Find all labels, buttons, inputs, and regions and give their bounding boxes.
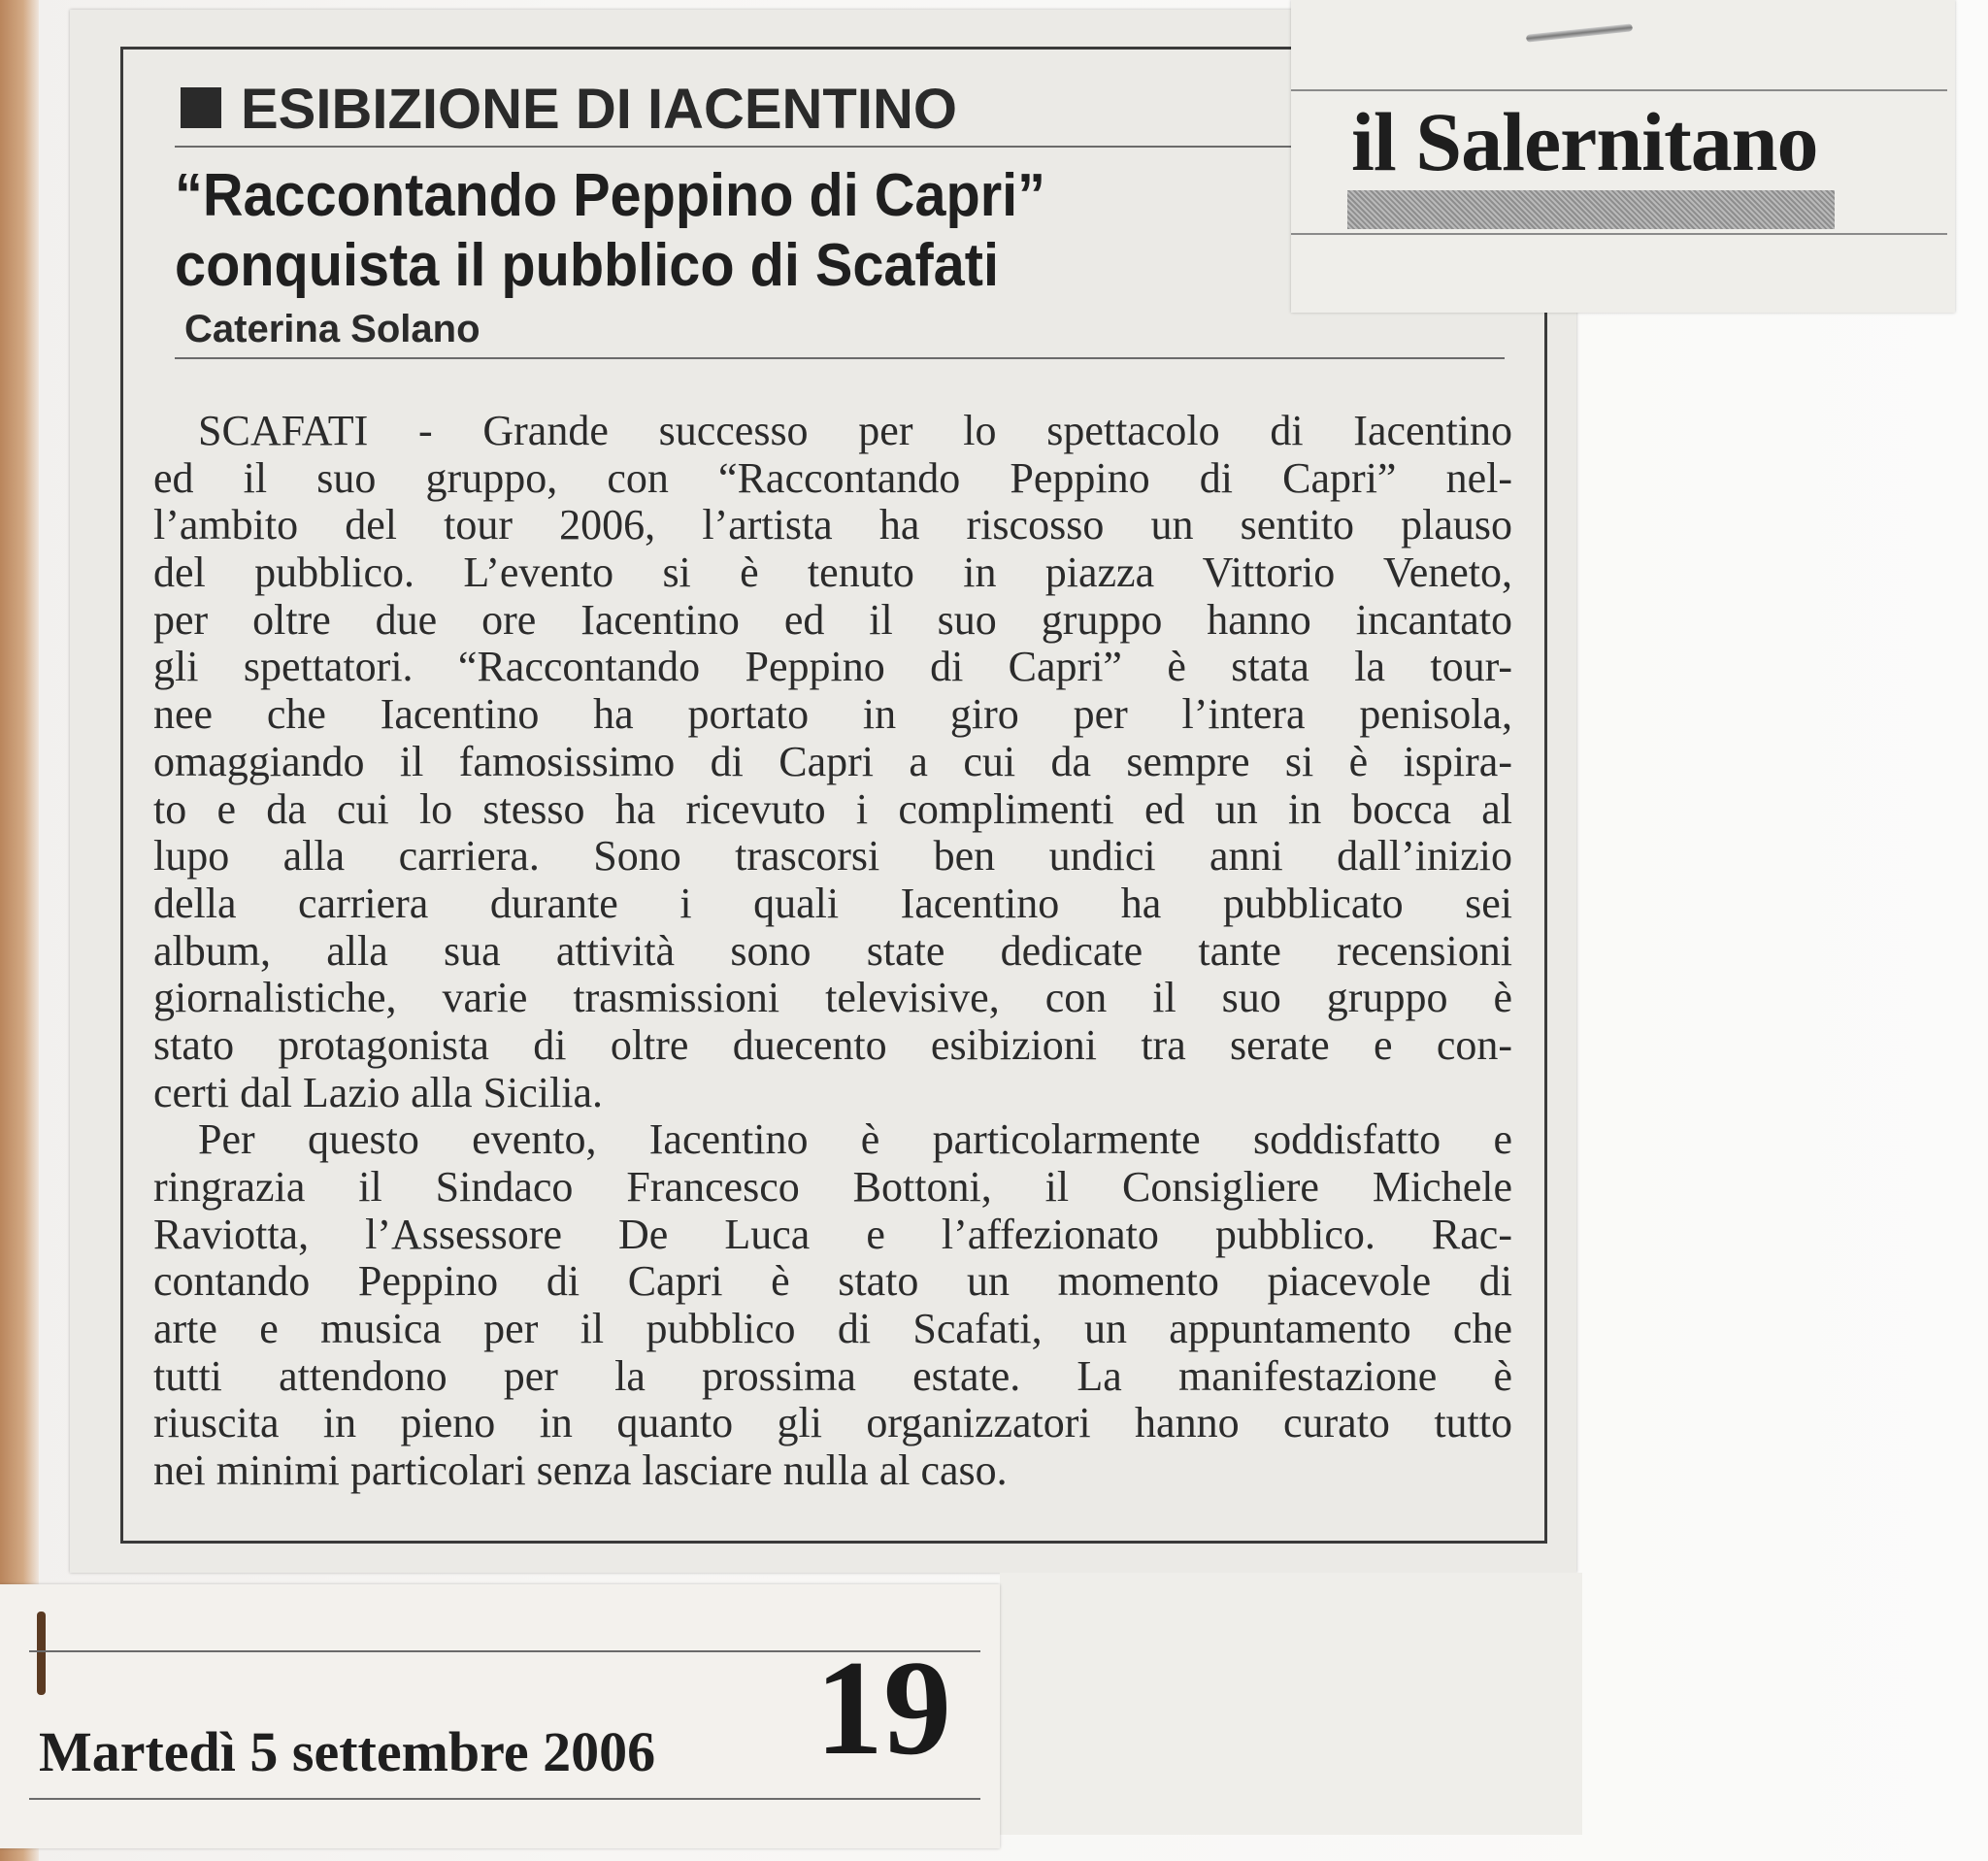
- headline-line: conquista il pubblico di Scafati: [175, 232, 999, 299]
- body-line: stato protagonista di oltre duecento esibizioni tra serate e con-: [153, 1020, 1512, 1069]
- body-line: omaggiando il famosissimo di Capri a cui da sempre si è ispira-: [153, 737, 1512, 785]
- kicker-text: ESIBIZIONE DI IACENTINO: [241, 78, 957, 141]
- body-line: contando Peppino di Capri è stato un momento piacevole di: [153, 1257, 1512, 1306]
- body-line: certi dal Lazio alla Sicilia.: [153, 1068, 604, 1116]
- masthead-bottom-rule: [1291, 233, 1947, 235]
- body-line: ed il suo gruppo, con “Raccontando Peppino di Capri” nel-: [153, 453, 1512, 502]
- byline-rule: [175, 357, 1505, 359]
- body-line: to e da cui lo stesso ha ricevuto i complimenti ed un in bocca al: [153, 784, 1512, 833]
- body-line: per oltre due ore Iacentino ed il suo gruppo hanno incantato: [153, 595, 1512, 644]
- page-number: 19: [815, 1633, 951, 1783]
- body-line: riuscita in pieno in quanto gli organizzatori hanno curato tutto: [153, 1399, 1512, 1447]
- newspaper-masthead: il Salernitano: [1351, 95, 1818, 188]
- article-byline: Caterina Solano: [184, 308, 480, 350]
- masthead-halftone-bar: [1347, 190, 1835, 229]
- body-line: nei minimi particolari senza lasciare nulla al caso.: [153, 1446, 1008, 1495]
- body-line: gli spettatori. “Raccontando Peppino di Capri” è stata la tour-: [153, 643, 1512, 691]
- date-strip-backing: [1000, 1573, 1582, 1835]
- article-body: [153, 408, 1512, 1495]
- body-line: l’ambito del tour 2006, l’artista ha riscosso un sentito plauso: [153, 501, 1512, 549]
- article-kicker: [181, 76, 1248, 144]
- publication-date: Martedì 5 settembre 2006: [39, 1720, 656, 1783]
- body-line: lupo alla carriera. Sono trascorsi ben undici anni dall’inizio: [153, 832, 1512, 881]
- body-line: album, alla sua attività sono state dedicate tante recensioni: [153, 926, 1512, 975]
- square-bullet-icon: [181, 87, 221, 128]
- article-headline: [175, 161, 1204, 301]
- body-line: giornalistiche, varie trasmissioni televisive, con il suo gruppo è: [153, 974, 1512, 1022]
- wood-edge: [0, 0, 39, 1861]
- body-line: Raviotta, l’Assessore De Luca e l’affezionato pubblico. Rac-: [153, 1210, 1512, 1258]
- body-line: arte e musica per il pubblico di Scafati, un appuntamento che: [153, 1305, 1512, 1353]
- body-line: tutti attendono per la prossima estate. La manifestazione è: [153, 1351, 1512, 1400]
- rust-stain: [37, 1612, 46, 1695]
- body-line: del pubblico. L’evento si è tenuto in piazza Vittorio Veneto,: [153, 548, 1512, 597]
- body-line: SCAFATI - Grande successo per lo spettacolo di Iacentino: [198, 407, 1512, 454]
- body-line: Per questo evento, Iacentino è particolarmente soddisfatto e: [198, 1115, 1512, 1164]
- headline-line: “Raccontando Peppino di Capri”: [175, 162, 1045, 229]
- body-line: ringrazia il Sindaco Francesco Bottoni, il Consigliere Michele: [153, 1163, 1512, 1211]
- body-line: della carriera durante i quali Iacentino ha pubblicato sei: [153, 879, 1512, 927]
- date-bottom-rule: [29, 1798, 980, 1800]
- masthead-top-rule: [1291, 89, 1947, 91]
- body-line: nee che Iacentino ha portato in giro per l’intera penisola,: [153, 690, 1512, 739]
